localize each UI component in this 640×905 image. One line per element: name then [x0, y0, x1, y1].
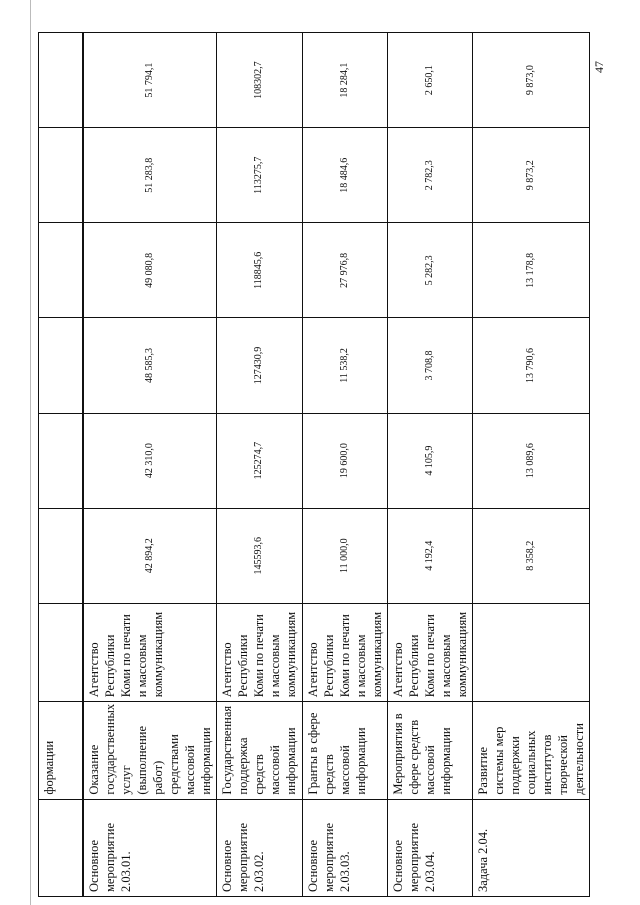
row-value: 48 585,3	[83, 318, 217, 413]
header-cell-name: формации	[39, 702, 83, 799]
row-value: 13 178,8	[472, 223, 589, 318]
table-row	[387, 33, 472, 897]
row-id: Основное мероприятие 2.03.03.	[302, 799, 387, 896]
header-cell-value	[39, 508, 83, 603]
row-value: 3 708,8	[387, 318, 472, 413]
header-cell-value	[39, 223, 83, 318]
row-agency: Агентство Республики Коми по печати и массовым коммуникациям	[83, 603, 217, 702]
row-id: Основное мероприятие 2.03.04.	[387, 799, 472, 896]
header-cell-id	[39, 799, 83, 896]
row-value: 4 192,4	[387, 508, 472, 603]
row-value: 27 976,8	[302, 223, 387, 318]
row-value: 118845,6	[216, 223, 302, 318]
row-value: 51 794,1	[83, 33, 217, 128]
row-value: 5 282,3	[387, 223, 472, 318]
budget-table	[38, 32, 590, 897]
row-value: 4 105,9	[387, 413, 472, 508]
row-id: Задача 2.04.	[472, 799, 589, 896]
header-cell-value	[39, 128, 83, 223]
row-value: 9 873,0	[472, 33, 589, 128]
table-row	[302, 33, 387, 897]
row-value: 42 894,2	[83, 508, 217, 603]
row-value: 108302,7	[216, 33, 302, 128]
row-value: 2 650,1	[387, 33, 472, 128]
row-value: 145593,6	[216, 508, 302, 603]
header-cell-value	[39, 33, 83, 128]
row-name: Государственная поддержка средств массовой информации	[216, 702, 302, 799]
table-header-row	[39, 33, 83, 897]
row-value: 8 358,2	[472, 508, 589, 603]
row-agency: Агентство Республики Коми по печати и массовым коммуникациям	[216, 603, 302, 702]
row-value: 9 873,2	[472, 128, 589, 223]
row-value: 18 484,6	[302, 128, 387, 223]
row-value: 49 080,8	[83, 223, 217, 318]
row-value: 11 538,2	[302, 318, 387, 413]
row-value: 18 284,1	[302, 33, 387, 128]
row-name: Гранты в сфере средств массовой информации	[302, 702, 387, 799]
header-cell-value	[39, 318, 83, 413]
row-name: Развитие системы мер поддержки социальных институтов творческой деятельности	[472, 702, 589, 799]
table-row	[216, 33, 302, 897]
row-name: Мероприятия в сфере средств массовой информации	[387, 702, 472, 799]
row-value: 11 000,0	[302, 508, 387, 603]
header-cell-agency	[39, 603, 83, 702]
row-value: 19 600,0	[302, 413, 387, 508]
row-value: 2 782,3	[387, 128, 472, 223]
table-row	[472, 33, 589, 897]
row-agency	[472, 603, 589, 702]
row-value: 13 790,6	[472, 318, 589, 413]
table-row	[83, 33, 217, 897]
header-cell-value	[39, 413, 83, 508]
row-value: 51 283,8	[83, 128, 217, 223]
page-number: 47	[592, 61, 606, 73]
row-value: 127430,9	[216, 318, 302, 413]
scan-edge	[30, 0, 31, 905]
row-value: 42 310,0	[83, 413, 217, 508]
row-agency: Агентство Республики Коми по печати и массовым коммуникациям	[302, 603, 387, 702]
row-name: Оказание государственных услуг (выполнение работ) средствами массовой информации	[83, 702, 217, 799]
row-agency: Агентство Республики Коми по печати и массовым коммуникациям	[387, 603, 472, 702]
row-value: 13 089,6	[472, 413, 589, 508]
row-value: 125274,7	[216, 413, 302, 508]
row-id: Основное мероприятие 2.03.02.	[216, 799, 302, 896]
row-value: 113275,7	[216, 128, 302, 223]
row-id: Основное мероприятие 2.03.01.	[83, 799, 217, 896]
